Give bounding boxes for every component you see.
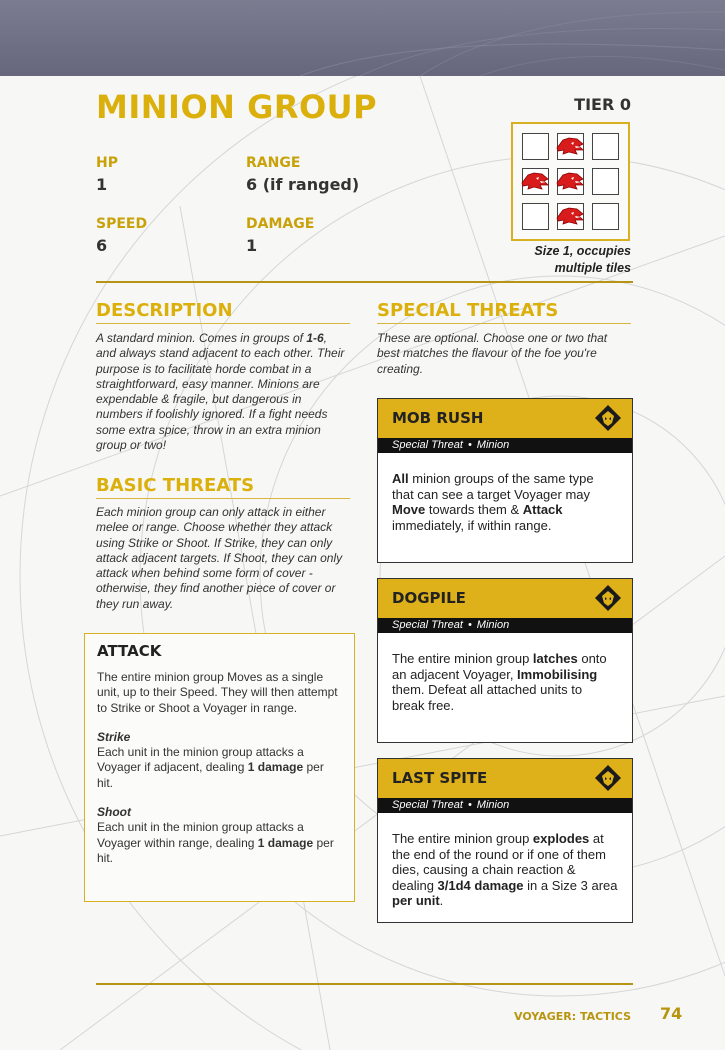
red-creature-icon [520,169,550,193]
stat-speed-value: 6 [96,236,108,255]
shoot-text: Each unit in the minion group attacks a Voyager within range, dealing 1 damage per hit. [97,820,334,865]
stat-hp-label: HP [96,155,118,171]
stat-range [246,155,359,194]
footer-divider [96,983,633,985]
stat-speed [96,216,147,255]
basic-threats-heading: BASIC THREATS [96,475,350,499]
banner-texture [0,0,725,76]
minion-skull-icon [594,584,622,612]
grid-tile [557,133,584,160]
grid-tile [522,133,549,160]
special-threats-intro: These are optional. Choose one or two that best matches the flavour of the foe you're creating. [377,331,608,376]
size-note [534,243,631,277]
shoot-title: Shoot [97,805,131,820]
card-body: The entire minion group latches onto an adjacent Voyager, Immobilising them. Defeat all attached units to break free. [392,651,607,713]
minion-skull-icon [594,404,622,432]
card-type-band: Special Threat • Minion [378,618,632,633]
grid-tile [557,168,584,195]
red-creature-icon [555,204,585,228]
special-threat-card [377,758,633,923]
size-note-line2: multiple tiles [554,261,631,275]
special-threats-heading: SPECIAL THREATS [377,300,631,324]
page-title: MINION GROUP [96,88,378,126]
stat-damage-label: DAMAGE [246,216,315,232]
grid-tile [522,168,549,195]
header-banner [0,0,725,76]
stat-range-label: RANGE [246,155,301,171]
card-header [378,579,632,618]
page-number: 74 [660,1004,683,1023]
stat-speed-label: SPEED [96,216,148,232]
grid-tile [522,203,549,230]
red-creature-icon [555,169,585,193]
attack-intro: The entire minion group Moves as a single unit, up to their Speed. They will then attempt to Strike or Shoot a Voyager in range. [97,670,338,715]
header-divider [96,281,633,283]
attack-box [84,633,355,902]
stat-hp [96,155,118,194]
basic-threats-text: Each minion group can only attack in either melee or range. Choose whether they attack using Strike or Shoot. If Strike, they can only attack adjacent targets. If Shoot, they can only attack when behind some form of cover - otherwise, they find another piece of cover or they run away. [96,505,343,611]
footer-label: VOYAGER: TACTICS [514,1010,631,1023]
grid-tile [557,203,584,230]
stat-damage-value: 1 [246,236,258,255]
attack-heading: ATTACK [97,642,162,660]
card-body: All minion groups of the same type that can see a target Voyager may Move towards them & Attack immediately, if within range. [392,471,594,533]
grid-tile [592,133,619,160]
tier-label: TIER 0 [574,95,631,114]
strike-text: Each unit in the minion group attacks a Voyager if adjacent, dealing 1 damage per hit. [97,745,324,790]
card-type-band: Special Threat • Minion [378,798,632,813]
stat-hp-value: 1 [96,175,108,194]
stat-range-value: 6 (if ranged) [246,175,360,194]
strike-title: Strike [97,729,131,744]
description-text: A standard minion. Comes in groups of 1-6, and always stand adjacent to each other. Their purpose is to facilitate horde combat in a straightforward, easy manner. Minions are expendable & fragile, but dangerous in numbers if foolishly ignored. If a fight needs some extra spice, throw in an extra minion group or two! [96,331,345,453]
card-title: MOB RUSH [392,409,484,427]
card-type-band: Special Threat • Minion [378,438,632,453]
grid-tile [592,203,619,230]
special-threat-card [377,398,633,563]
description-heading: DESCRIPTION [96,300,350,324]
card-title: LAST SPITE [392,769,488,787]
size-grid [511,122,630,241]
stat-damage [246,216,314,255]
minion-skull-icon [594,764,622,792]
card-body: The entire minion group explodes at the end of the round or if one of them dies, causing a chain reaction & dealing 3/1d4 damage in a Size 3 area per unit. [392,831,618,908]
card-header [378,399,632,438]
size-note-line1: Size 1, occupies [534,244,631,258]
grid-tile [592,168,619,195]
red-creature-icon [555,134,585,158]
special-threat-card [377,578,633,743]
card-header [378,759,632,798]
card-title: DOGPILE [392,589,466,607]
